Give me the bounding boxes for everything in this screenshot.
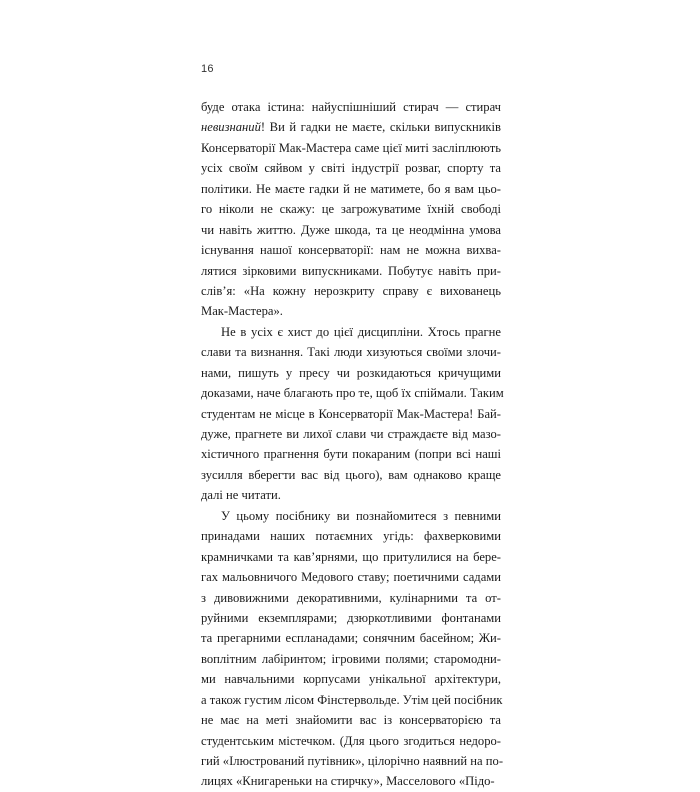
text-line bbox=[201, 404, 501, 424]
line-text: ми навчальними корпусами унікальної архітектури, bbox=[201, 672, 501, 687]
line-text: а також густим лісом Фінстервольде. Утім цей посібник bbox=[201, 692, 503, 707]
italic-word: невизнаний bbox=[201, 120, 261, 135]
text-line bbox=[201, 547, 501, 567]
line-text: гий «Ілюстрований путівник», цілорічно наявний на по- bbox=[201, 754, 504, 768]
text-line bbox=[201, 465, 501, 485]
text-line bbox=[201, 424, 501, 444]
line-text: слів’я: «На кожну нерозкриту справу є вихованець bbox=[201, 283, 501, 298]
line-text: воплітним лабіринтом; ігровими полями; старомодни- bbox=[201, 651, 501, 666]
line-text: існування нашої консерваторії: нам не можна вихва- bbox=[201, 243, 501, 258]
text-line bbox=[201, 588, 501, 608]
paragraph bbox=[201, 97, 501, 322]
paragraph bbox=[201, 506, 504, 792]
line-text: усіх своїм сяйвом у світі індустрії розваг, спорту та bbox=[201, 161, 501, 176]
text-line bbox=[201, 485, 501, 505]
text-line bbox=[201, 649, 501, 669]
line-text: студентам не місце в Консерваторії Мак-Мастера! Бай- bbox=[201, 406, 501, 421]
line-text: чи навіть життю. Дуже шкода, та це неодмінна умова bbox=[201, 222, 501, 237]
line-text: Консерваторії Мак-Мастера саме цієї миті засліплюють bbox=[201, 140, 501, 155]
line-text: го ніколи не скажу: це загрожуватиме їхній свободі bbox=[201, 202, 501, 217]
line-text: руйними екземплярами; дзюркотливими фонтанами bbox=[201, 610, 501, 625]
text-line bbox=[201, 97, 501, 117]
text-line bbox=[201, 220, 501, 240]
text-line bbox=[201, 608, 501, 628]
line-text: хістичного прагнення бути покараним (попри всі наші bbox=[201, 447, 501, 462]
line-text: зусилля вберегти вас від цього), вам однаково краще bbox=[201, 467, 501, 482]
line-text: лицях «Книгареньки на стирчку», Масселового «Підо- bbox=[201, 774, 495, 789]
text-line bbox=[201, 506, 501, 526]
line-text: нами, пишуть у пресу чи розкидаються кричущими bbox=[201, 365, 501, 380]
line-text: крамничками та кав’ярнями, що притулилися на бере- bbox=[201, 549, 501, 564]
text-line bbox=[201, 117, 501, 137]
line-text: Мак-Мастера». bbox=[201, 304, 283, 319]
line-text: буде отака істина: найуспішніший стирач — стирач bbox=[201, 100, 501, 114]
line-text: студентським містечком. (Для цього згодиться недоро- bbox=[201, 733, 501, 748]
text-line bbox=[201, 383, 504, 403]
line-text: дуже, прагнете ви лихої слави чи страждаєте від мазо- bbox=[201, 427, 501, 441]
body-text bbox=[201, 97, 504, 792]
text-line bbox=[201, 628, 501, 648]
line-text: слави та визнання. Такі люди хизуються своїми злочи- bbox=[201, 345, 501, 360]
text-line bbox=[201, 751, 504, 771]
text-line bbox=[201, 158, 501, 178]
line-text: лятися зірковими випускниками. Побутує навіть при- bbox=[201, 263, 501, 278]
text-line bbox=[201, 138, 501, 158]
line-text: політики. Не маєте гадки й не матимете, бо я вам цьо- bbox=[201, 181, 501, 196]
line-text: принадами наших потаємних угідь: фахверковими bbox=[201, 529, 501, 544]
text-line bbox=[201, 240, 501, 260]
paragraph bbox=[201, 322, 504, 506]
text-line bbox=[201, 567, 501, 587]
line-text: гах мальовничого Медового ставу; поетичними садами bbox=[201, 570, 501, 585]
text-line bbox=[201, 261, 501, 281]
text-line bbox=[201, 363, 501, 383]
text-line bbox=[201, 322, 501, 342]
line-text: У цьому посібнику ви познайомитеся з певними bbox=[221, 508, 501, 523]
text-line bbox=[201, 342, 501, 362]
text-line bbox=[201, 710, 501, 730]
line-text: доказами, наче благають про те, щоб їх спіймали. Таким bbox=[201, 386, 504, 401]
text-line bbox=[201, 301, 501, 321]
line-text: далі не читати. bbox=[201, 488, 281, 503]
line-text: не має на меті знайомити вас із консерваторією та bbox=[201, 713, 501, 728]
text-line bbox=[201, 281, 501, 301]
text-line bbox=[201, 526, 501, 546]
line-text: ! Ви й гадки не маєте, скільки випускників bbox=[260, 120, 501, 135]
text-line bbox=[201, 771, 501, 791]
text-line bbox=[201, 669, 501, 689]
text-line bbox=[201, 199, 501, 219]
line-text: з дивовижними декоративними, кулінарними та от- bbox=[201, 590, 501, 605]
line-text: та прегарними еспланадами; сонячним басейном; Жи- bbox=[201, 631, 501, 646]
text-line bbox=[201, 444, 501, 464]
page-number: 16 bbox=[201, 63, 214, 75]
line-text: Не в усіх є хист до цієї дисципліни. Хтось прагне bbox=[221, 324, 501, 339]
text-line bbox=[201, 179, 501, 199]
text-line bbox=[201, 731, 501, 751]
